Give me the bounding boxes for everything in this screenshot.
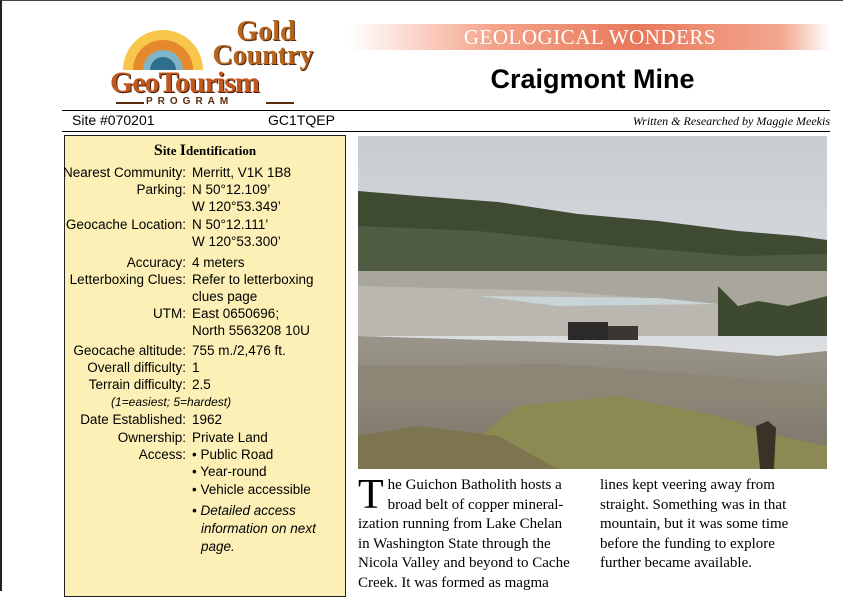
identification-value: North 5563208 10U — [192, 323, 310, 338]
drop-cap: T — [358, 472, 384, 518]
identification-value: N 50°12.111’ — [192, 217, 269, 232]
difficulty-scale-note: (1=easiest; 5=hardest) — [111, 395, 232, 409]
identification-label: Geocache altitude: — [73, 343, 186, 358]
heading-ite: ite — [162, 143, 180, 158]
identification-label: Date Established: — [80, 412, 186, 427]
heading-initial-s: S — [153, 142, 163, 159]
access-note-line: information on next — [201, 521, 316, 536]
logo-rule-left — [116, 102, 144, 104]
article-line: Nicola Valley and beyond to Cache — [358, 555, 570, 571]
identification-value: • Year-round — [192, 464, 267, 479]
identification-value: Refer to letterboxing — [192, 272, 314, 287]
logo-text-geotourism: GeoTourism — [110, 66, 259, 99]
identification-label: Letterboxing Clues: — [69, 272, 186, 287]
page-title: Craigmont Mine — [490, 64, 695, 94]
identification-label: Nearest Community: — [62, 165, 186, 180]
identification-label: Geocache Location: — [65, 217, 186, 232]
site-identification-heading — [65, 142, 345, 160]
article-column-2 — [600, 476, 828, 574]
article-line: Creek. It was formed as magma — [358, 574, 549, 591]
identification-value: • Public Road — [192, 447, 274, 462]
identification-value: 755 m./2,476 ft. — [192, 343, 286, 358]
article-line: further became available. — [600, 555, 752, 571]
article-line: he Guichon Batholith hosts a — [387, 477, 562, 493]
identification-label: Parking: — [136, 182, 186, 197]
article-column-2-lines — [600, 476, 828, 574]
logo-text-gold — [212, 16, 316, 71]
identification-value: East 0650696; — [192, 306, 280, 321]
geocache-code: GC1TQEP — [268, 112, 335, 128]
access-details-note — [192, 502, 316, 556]
identification-value: W 120°53.300’ — [192, 234, 281, 249]
identification-value: 2.5 — [192, 377, 211, 392]
identification-value: Private Land — [192, 430, 268, 445]
logo-line-gold: Gold — [236, 16, 296, 47]
access-note-line: page. — [201, 539, 235, 554]
identification-label: Access: — [138, 447, 186, 462]
identification-label: Ownership: — [117, 430, 186, 445]
article-column-1-lines — [358, 472, 583, 593]
identification-value: • Vehicle accessible — [192, 482, 311, 497]
identification-label: Overall difficulty: — [87, 360, 186, 375]
author-credit: Written & Researched by Maggie Meekis — [632, 114, 830, 128]
access-note-line: • Detailed access — [192, 503, 296, 518]
article-line: before the funding to explore — [600, 535, 775, 552]
logo-line-country: Country — [212, 40, 314, 71]
site-number-rest: ite #070201 — [81, 112, 155, 128]
identification-value: 1962 — [192, 412, 223, 427]
section-banner-label: GEOLOGICAL WONDERS — [463, 25, 717, 49]
site-number — [72, 111, 155, 129]
article-line: ization running from Lake Chelan — [358, 516, 563, 532]
site-number-initial: S — [72, 112, 82, 128]
identification-value: Merritt, V1K 1B8 — [192, 165, 292, 180]
article-line: in Washington State through the — [358, 535, 551, 552]
identification-label: Terrain difficulty: — [88, 377, 186, 392]
identification-value: clues page — [192, 289, 258, 304]
article-line: broad belt of copper mineral- — [387, 496, 564, 513]
identification-label: Accuracy: — [126, 255, 186, 270]
identification-value: 1 — [192, 360, 200, 375]
craigmont-mine-photo — [358, 136, 827, 469]
identification-label: UTM: — [153, 306, 186, 321]
logo-rule-right — [266, 102, 294, 104]
article-column-1 — [358, 472, 583, 593]
identification-value: W 120°53.349’ — [192, 199, 281, 214]
identification-value: N 50°12.109’ — [192, 182, 271, 197]
gold-country-geotourism-logo — [108, 16, 314, 110]
article-line: mountain, but it was some time — [600, 516, 789, 532]
article-line: lines kept veering away from — [600, 477, 775, 493]
logo-text-program: PROGRAM — [146, 96, 234, 107]
identification-value: 4 meters — [192, 255, 245, 270]
site-identification-box — [64, 135, 346, 597]
sun-rays-icon — [118, 24, 208, 72]
heading-dentification: dentification — [186, 143, 257, 158]
heading-initial-i: I — [179, 142, 187, 159]
article-line: straight. Something was in that — [600, 496, 787, 513]
